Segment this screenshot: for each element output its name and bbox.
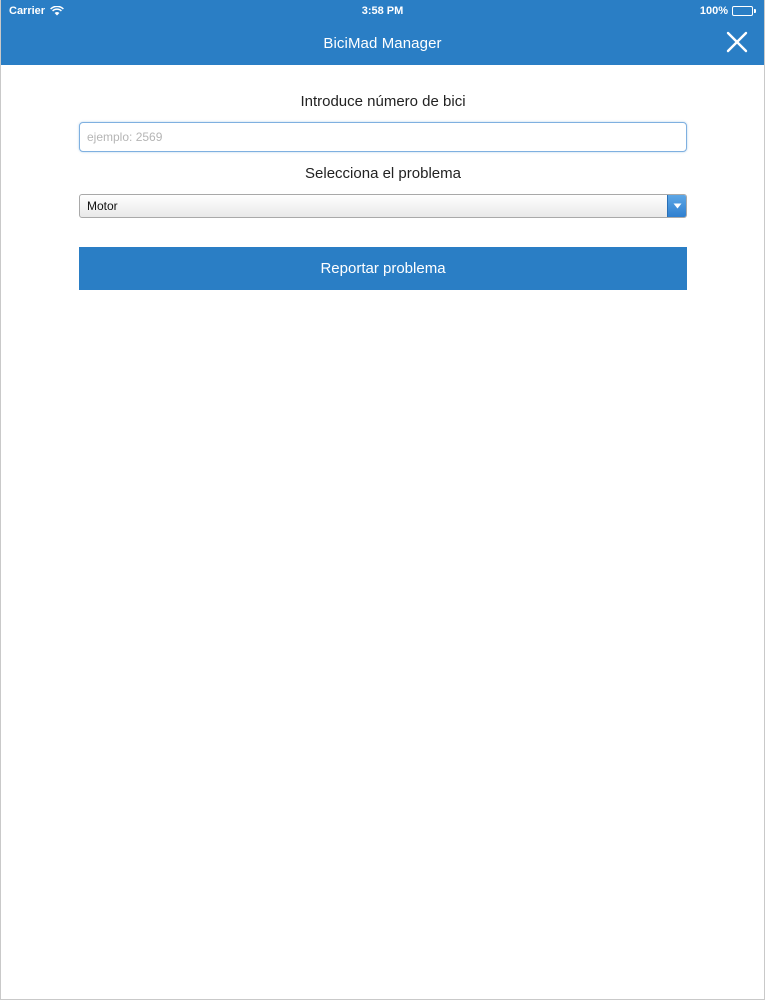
page-title: BiciMad Manager bbox=[323, 35, 442, 52]
bike-number-label: Introduce número de bici bbox=[300, 93, 466, 110]
status-left bbox=[9, 5, 64, 17]
chevron-down-icon bbox=[667, 195, 686, 217]
close-icon bbox=[724, 29, 750, 55]
battery-percent: 100% bbox=[699, 5, 728, 17]
carrier-label: Carrier bbox=[9, 5, 46, 17]
status-right bbox=[700, 5, 756, 17]
status-bar bbox=[1, 0, 764, 22]
nav-bar bbox=[1, 22, 764, 65]
problem-label: Selecciona el problema bbox=[305, 165, 461, 182]
close-button[interactable] bbox=[724, 29, 750, 55]
status-time: 3:58 PM bbox=[361, 5, 404, 17]
problem-select[interactable] bbox=[79, 194, 687, 218]
report-form bbox=[79, 65, 687, 290]
wifi-icon bbox=[50, 6, 64, 16]
bike-number-input[interactable] bbox=[79, 122, 687, 152]
battery-icon bbox=[732, 6, 756, 16]
problem-select-value: Motor bbox=[87, 199, 118, 213]
report-problem-button[interactable]: Reportar problema bbox=[79, 247, 687, 290]
